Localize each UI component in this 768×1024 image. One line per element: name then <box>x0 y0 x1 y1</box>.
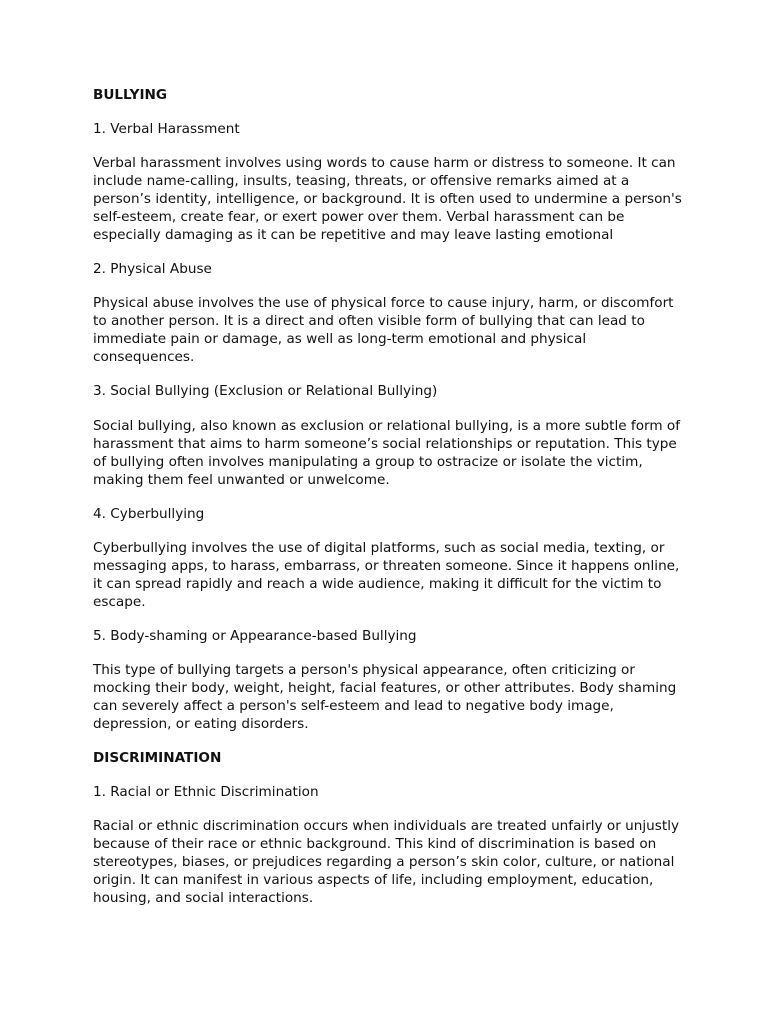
document-page <box>93 86 683 923</box>
paragraph-body-shaming: This type of bullying targets a person's physical appearance, often criticizing or mocking their body, weight, height, facial features, or other attributes. Body shaming can severely affect a person's self-esteem and lead to negative body image, depression, or eating disorders. <box>93 662 677 732</box>
heading-social-bullying: 3. Social Bullying (Exclusion or Relational Bullying) <box>93 383 438 399</box>
paragraph-racial-discrimination: Racial or ethnic discrimination occurs when individuals are treated unfairly or unjustly because of their race or ethnic background. This kind of discrimination is based on stereotypes, biases, or prejudices regarding a person’s skin color, culture, or national origin. It can manifest in various aspects of life, including employment, education, housing, and social interactions. <box>93 818 680 906</box>
heading-verbal-harassment: 1. Verbal Harassment <box>93 121 240 137</box>
heading-physical-abuse: 2. Physical Abuse <box>93 261 212 277</box>
section-title-discrimination: DISCRIMINATION <box>93 750 222 766</box>
section-title-bullying: BULLYING <box>93 87 168 103</box>
paragraph-verbal-harassment: Verbal harassment involves using words to cause harm or distress to someone. It can include name-calling, insults, teasing, threats, or offensive remarks aimed at a person’s identity, intelligence, or background. It is often used to undermine a person's self-esteem, create fear, or exert power over them. Verbal harassment can be especially damaging as it can be repetitive and may leave lasting emotional <box>93 155 682 243</box>
paragraph-cyberbullying: Cyberbullying involves the use of digital platforms, such as social media, texting, or messaging apps, to harass, embarrass, or threaten someone. Since it happens online, it can spread rapidly and reach a wide audience, making it difficult for the victim to escape. <box>93 540 680 610</box>
heading-body-shaming: 5. Body-shaming or Appearance-based Bullying <box>93 628 417 644</box>
paragraph-social-bullying: Social bullying, also known as exclusion or relational bullying, is a more subtle form of harassment that aims to harm someone’s social relationships or reputation. This type of bullying often involves manipulating a group to ostracize or isolate the victim, making them feel unwanted or unwelcome. <box>93 418 681 488</box>
heading-cyberbullying: 4. Cyberbullying <box>93 506 205 522</box>
heading-racial-discrimination: 1. Racial or Ethnic Discrimination <box>93 784 319 800</box>
paragraph-physical-abuse: Physical abuse involves the use of physical force to cause injury, harm, or discomfort to another person. It is a direct and often visible form of bullying that can lead to immediate pain or damage, as well as long-term emotional and physical consequences. <box>93 295 674 365</box>
